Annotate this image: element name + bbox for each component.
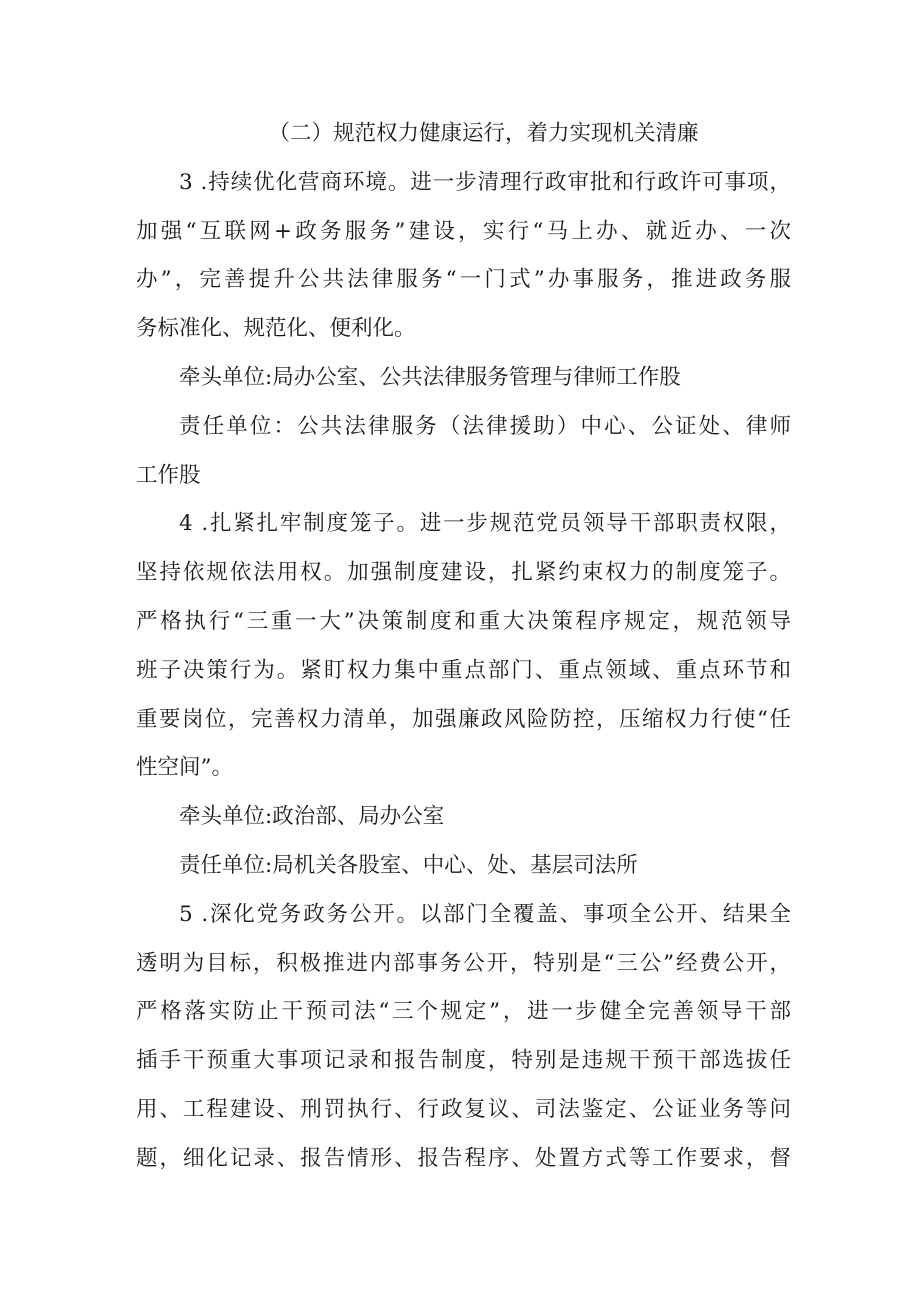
paragraph-line: 题，细化记录、报告情形、报告程序、处置方式等工作要求，督: [136, 1145, 791, 1171]
responsible-unit-line: 责任单位:局机关各股室、中心、处、基层司法所: [179, 852, 638, 878]
paragraph-line: 4 .扎紧扎牢制度笼子。进一步规范党员领导干部职责权限，: [179, 511, 791, 537]
paragraph-line: 3 .持续优化营商环境。进一步清理行政审批和行政许可事项，: [179, 169, 791, 195]
paragraph-line: 透明为目标，积极推进内部事务公开，特别是“三公”经费公开，: [136, 950, 791, 976]
paragraph-line: 坚持依规依法用权。加强制度建设，扎紧约束权力的制度笼子。: [136, 560, 791, 586]
lead-unit-line: 牵头单位:政治部、局办公室: [179, 804, 445, 830]
paragraph-line: 用、工程建设、刑罚执行、行政复议、司法鉴定、公证业务等问: [136, 1096, 791, 1122]
lead-unit-line: 牵头单位:局办公室、公共法律服务管理与律师工作股: [179, 364, 681, 390]
paragraph-line: 班子决策行为。紧盯权力集中重点部门、重点领域、重点环节和: [136, 657, 791, 683]
paragraph-line: 重要岗位，完善权力清单，加强廉政风险防控，压缩权力行使“任: [136, 706, 791, 732]
section-heading: （二）规范权力健康运行，着力实现机关清廉: [268, 121, 699, 146]
responsible-unit-line: 责任单位：公共法律服务（法律援助）中心、公证处、律师: [179, 413, 791, 439]
paragraph-line: 办”，完善提升公共法律服务“一门式”办事服务，推进政务服: [136, 267, 791, 293]
responsible-unit-line: 工作股: [136, 462, 201, 488]
paragraph-line: 性空间”。: [136, 755, 233, 781]
paragraph-line: 插手干预重大事项记录和报告制度，特别是违规干预干部选拔任: [136, 1048, 791, 1074]
paragraph-line: 5 .深化党务政务公开。以部门全覆盖、事项全公开、结果全: [179, 901, 791, 927]
paragraph-line: 务标准化、规范化、便利化。: [136, 316, 416, 342]
paragraph-line: 严格执行“三重一大”决策制度和重大决策程序规定，规范领导: [136, 608, 791, 634]
paragraph-line: 严格落实防止干预司法“三个规定”，进一步健全完善领导干部: [136, 999, 791, 1025]
paragraph-line: 加强“互联网+政务服务”建设，实行“马上办、就近办、一次: [136, 218, 791, 244]
document-body: [136, 110, 791, 1184]
